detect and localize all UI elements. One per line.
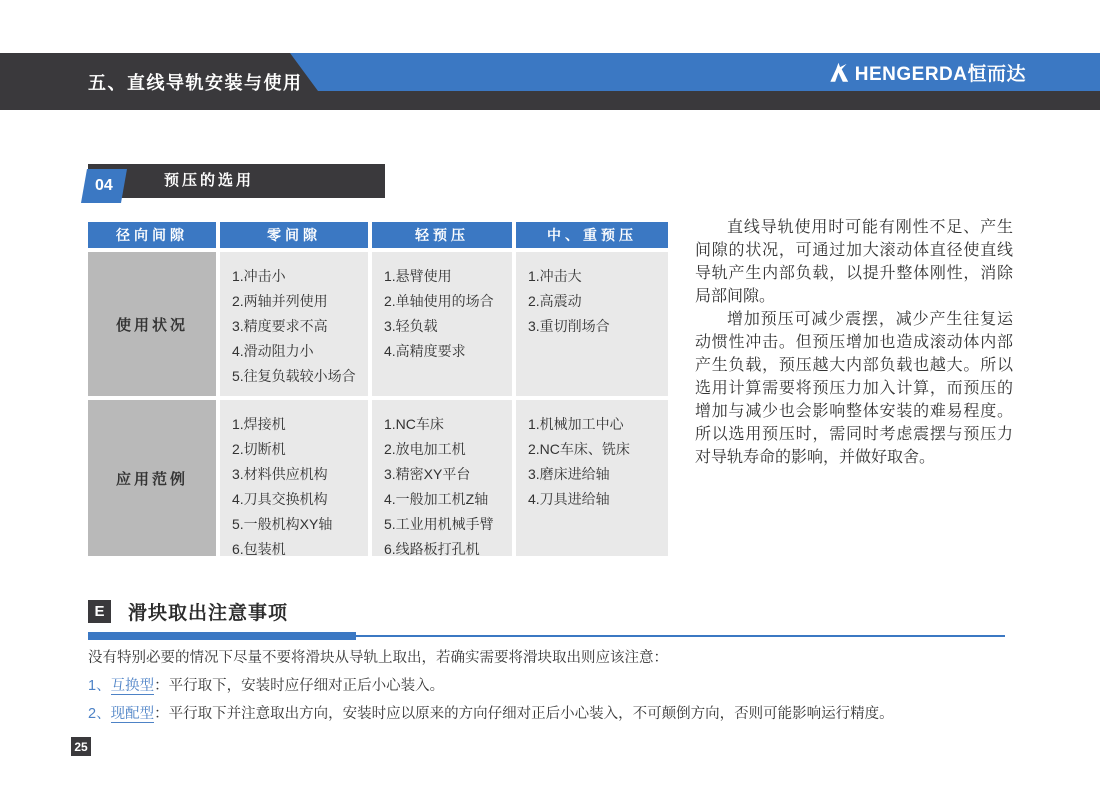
list-item: 3.精密XY平台 (384, 466, 471, 482)
table-header-zero-clearance: 零间隙 (220, 222, 368, 248)
list-item: 2.高震动 (528, 293, 582, 309)
list-item: 4.滑动阻力小 (232, 343, 314, 359)
brand-logo-text: HENGERDA恒而达 (854, 63, 1026, 85)
list-item: 1.NC车床 (384, 416, 444, 432)
application-zero-clearance-cell (220, 400, 368, 556)
list-item: 1.悬臂使用 (384, 268, 452, 284)
list-item: 4.一般加工机Z轴 (384, 491, 489, 507)
list-item: 2.放电加工机 (384, 441, 466, 457)
chapter-title: 五、直线导轨安装与使用 (88, 72, 303, 93)
note-item-2 (88, 700, 1033, 728)
note-item-number: 1、 (88, 678, 111, 694)
list-item: 4.刀具进给轴 (528, 491, 610, 507)
list-item: 2.切断机 (232, 441, 286, 457)
section-e-title: 滑块取出注意事项 (128, 603, 289, 624)
section-e (88, 598, 1005, 640)
note-item-text: ：平行取下，安装时应仔细对正后小心装入。 (154, 678, 445, 694)
application-medium-heavy-preload-cell (516, 400, 668, 556)
list-item: 2.两轴并列使用 (232, 293, 328, 309)
section-e-divider (88, 632, 1005, 640)
list-item: 6.线路板打孔机 (384, 541, 480, 557)
list-item: 1.冲击大 (528, 268, 582, 284)
list-item: 5.一般机构XY轴 (232, 516, 333, 532)
note-item-term: 现配型 (110, 706, 155, 722)
list-item: 2.单轴使用的场合 (384, 293, 494, 309)
application-light-preload-cell (372, 400, 512, 556)
list-item: 1.焊接机 (232, 416, 286, 432)
list-item: 1.机械加工中心 (528, 416, 624, 432)
section-letter-badge: E (88, 600, 111, 623)
list-item: 2.NC车床、铣床 (528, 441, 630, 457)
preload-explanation-text (695, 216, 1013, 469)
list-item: 4.刀具交换机构 (232, 491, 328, 507)
row-label-usage-condition: 使用状况 (88, 252, 216, 396)
preload-selection-table (88, 222, 668, 556)
paragraph: 直线导轨使用时可能有刚性不足、产生间隙的状况，可通过加大滚动体直径使直线导轨产生内部负载，以提升整体刚性，消除局部间隙。 (695, 219, 1013, 305)
list-item: 3.轻负载 (384, 318, 438, 334)
notes-intro: 没有特别必要的情况下尽量不要将滑块从导轨上取出，若确实需要将滑块取出则应该注意： (88, 650, 668, 666)
list-item: 5.工业用机械手臂 (384, 516, 494, 532)
usage-medium-heavy-preload-cell (516, 252, 668, 396)
table-header-radial-clearance: 径向间隙 (88, 222, 216, 248)
divider-thick-segment (88, 632, 356, 640)
usage-light-preload-cell (372, 252, 512, 396)
section-number-badge (81, 169, 127, 203)
table-header-medium-heavy-preload: 中、重预压 (516, 222, 668, 248)
list-item: 5.往复负载较小场合 (232, 368, 356, 384)
list-item: 3.材料供应机构 (232, 466, 328, 482)
list-item: 3.重切削场合 (528, 318, 610, 334)
note-item-number: 2、 (88, 706, 111, 722)
list-item: 6.包装机 (232, 541, 286, 557)
note-item-text: ：平行取下并注意取出方向，安装时应以原来的方向仔细对正后小心装入，不可颠倒方向，否则可能影响运行精度。 (154, 706, 894, 722)
note-item-1 (88, 672, 1033, 700)
brand-logo (826, 53, 1026, 91)
paragraph: 增加预压可减少震摆，减少产生往复运动惯性冲击。但预压增加也造成滚动体内部产生负载，预压越大内部负载也越大。所以选用计算需要将预压力加入计算，而预压的增加与减少也会影响整体安装的难易程度。所以选用预压时，需同时考虑震摆与预压力对导轨寿命的影响，并做好取舍。 (695, 311, 1013, 466)
section-e-header (88, 598, 1005, 625)
table-header-light-preload: 轻预压 (372, 222, 512, 248)
divider-thin-segment (356, 635, 1005, 637)
slider-removal-notes (88, 644, 1033, 728)
note-item-term: 互换型 (110, 678, 155, 694)
list-item: 4.高精度要求 (384, 343, 466, 359)
list-item: 1.冲击小 (232, 268, 286, 284)
usage-zero-clearance-cell (220, 252, 368, 396)
page-header-banner (0, 53, 1100, 110)
section-04-header (88, 164, 385, 198)
section-04-title: 预压的选用 (164, 172, 255, 189)
row-label-application-examples: 应用范例 (88, 400, 216, 556)
list-item: 3.精度要求不高 (232, 318, 328, 334)
list-item: 3.磨床进给轴 (528, 466, 610, 482)
section-number: 04 (95, 177, 113, 194)
mountain-brand-icon (826, 59, 852, 85)
page-number-badge: 25 (71, 737, 91, 756)
